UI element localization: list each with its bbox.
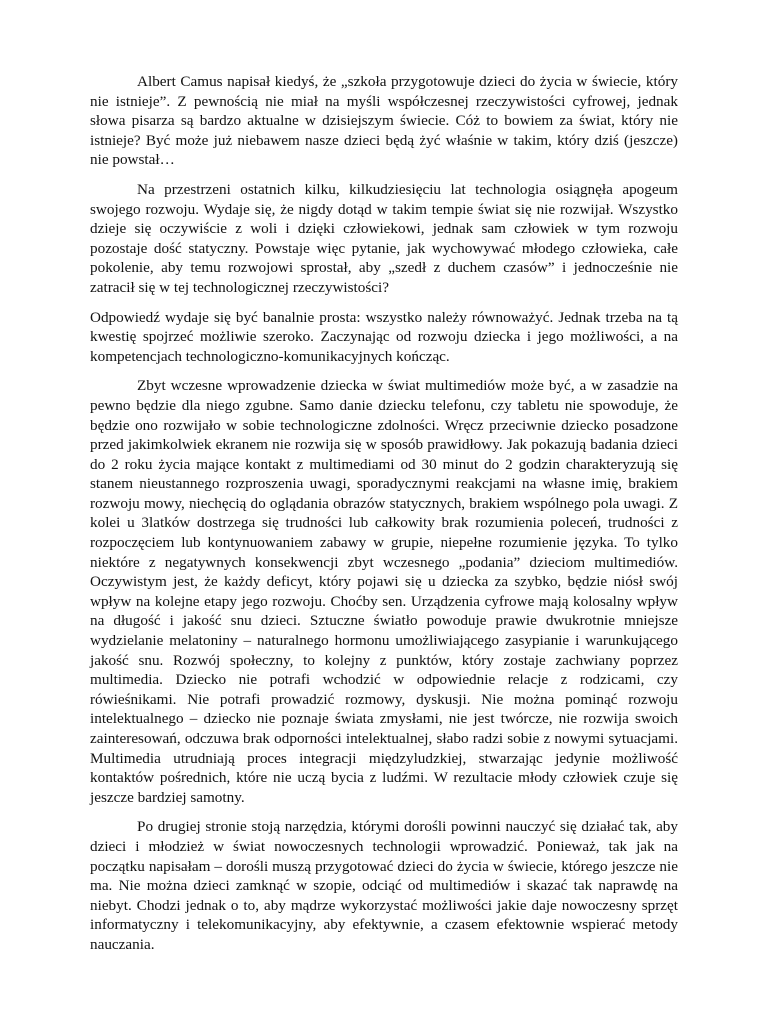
paragraph-tools-for-adults: Po drugiej stronie stoją narzędzia, którymi dorośli powinni nauczyć się działać tak, aby dzieci i młodzież w świat nowoczesnych technologii wprowadzić. Ponieważ, tak jak na początku napisałam – dorośli muszą przygotować dzieci do życia w świecie, którego jeszcze nie ma. Nie można dzieci zamknąć w szopie, odciąć od multimediów i skazać tak naprawdę na niebyt. Chodzi jednak o to, aby mądrze wykorzystać możliwości jakie daje nowoczesny sprzęt informatyczny i telekomunikacyjny, aby efektywnie, a czasem efektownie wspierać metody nauczania. — [90, 818, 678, 953]
document-page — [90, 72, 678, 965]
paragraph-answer-balance: Odpowiedź wydaje się być banalnie prosta: wszystko należy równoważyć. Jednak trzeba na tą kwestię spojrzeć możliwie szeroko. Zaczynając od rozwoju dziecka i jego możliwości, a na kompetencjach technologiczno-komunikacyjnych kończąc. — [90, 308, 678, 365]
paragraph-technology-development: Na przestrzeni ostatnich kilku, kilkudziesięciu lat technologia osiągnęła apogeum swojego rozwoju. Wydaje się, że nigdy dotąd w takim tempie świat się nie rozwijał. Wszystko dzieje się oczywiście z woli i dzięki człowiekowi, jednak sam człowiek w tym rozwoju pozostaje dość statyczny. Powstaje więc pytanie, jak wychowywać młodego człowieka, całe pokolenie, aby temu rozwojowi sprostał, aby „szedł z duchem czasów” i jednocześnie nie zatracił się w tej technologicznej rzeczywistości? — [90, 180, 678, 296]
paragraph-camus-quote: Albert Camus napisał kiedyś, że „szkoła przygotowuje dzieci do życia w świecie, który nie istnieje”. Z pewnością nie miał na myśli współczesnej rzeczywistości cyfrowej, jednak słowa pisarza są bardzo aktualne w dzisiejszym świecie. Cóż to bowiem za świat, który nie istnieje? Być może już niebawem nasze dzieci będą żyć właśnie w takim, który dziś (jeszcze) nie powstał… — [90, 73, 678, 169]
paragraph-early-multimedia-effects: Zbyt wczesne wprowadzenie dziecka w świat multimediów może być, a w zasadzie na pewno będzie dla niego zgubne. Samo danie dziecku telefonu, czy tabletu nie spowoduje, że będzie ono rozwijało w sobie technologiczne zdolności. Wręcz przeciwnie dziecko posadzone przed jakimkolwiek ekranem nie rozwija się w sposób prawidłowy. Jak pokazują badania dzieci do 2 roku życia mające kontakt z multimediami od 30 minut do 2 godzin charakteryzują się stanem nieustannego rozproszenia uwagi, sporadycznymi reakcjami na własne imię, brakiem rozwoju mowy, niechęcią do oglądania obrazów statycznych, brakiem wspólnego pola uwagi. Z kolei u 3latków dostrzega się trudności lub całkowity brak rozumienia poleceń, trudności z rozpoczęciem lub kontynuowaniem zabawy w grupie, niepełne rozumienie języka. To tylko niektóre z negatywnych konsekwencji zbyt wczesnego „podania” dzieciom multimediów. Oczywistym jest, że każdy deficyt, który pojawi się u dziecka za szybko, będzie niósł swój wpływ na kolejne etapy jego rozwoju. Choćby sen. Urządzenia cyfrowe mają kolosalny wpływ na długość i jakość snu dzieci. Sztuczne światło powoduje prawie dwukrotnie mniejsze wydzielanie melatoniny – naturalnego hormonu umożliwiającego zasypianie i warunkującego jakość snu. Rozwój społeczny, to kolejny z punktów, który zostaje zachwiany poprzez multimedia. Dziecko nie potrafi wchodzić w odpowiednie relacje z rodzicami, czy rówieśnikami. Nie potrafi prowadzić rozmowy, dyskusji. Nie można pominąć rozwoju intelektualnego – dziecko nie poznaje świata zmysłami, nie jest twórcze, nie rozwija swoich zainteresowań, odczuwa brak odporności intelektualnej, słabo radzi sobie z nowymi sytuacjami. Multimedia utrudniają proces integracji międzyludzkiej, stwarzając jedynie możliwość kontaktów pośrednich, które nie uczą bycia z ludźmi. W rezultacie młody człowiek czuje się jeszcze bardziej samotny. — [90, 377, 678, 806]
